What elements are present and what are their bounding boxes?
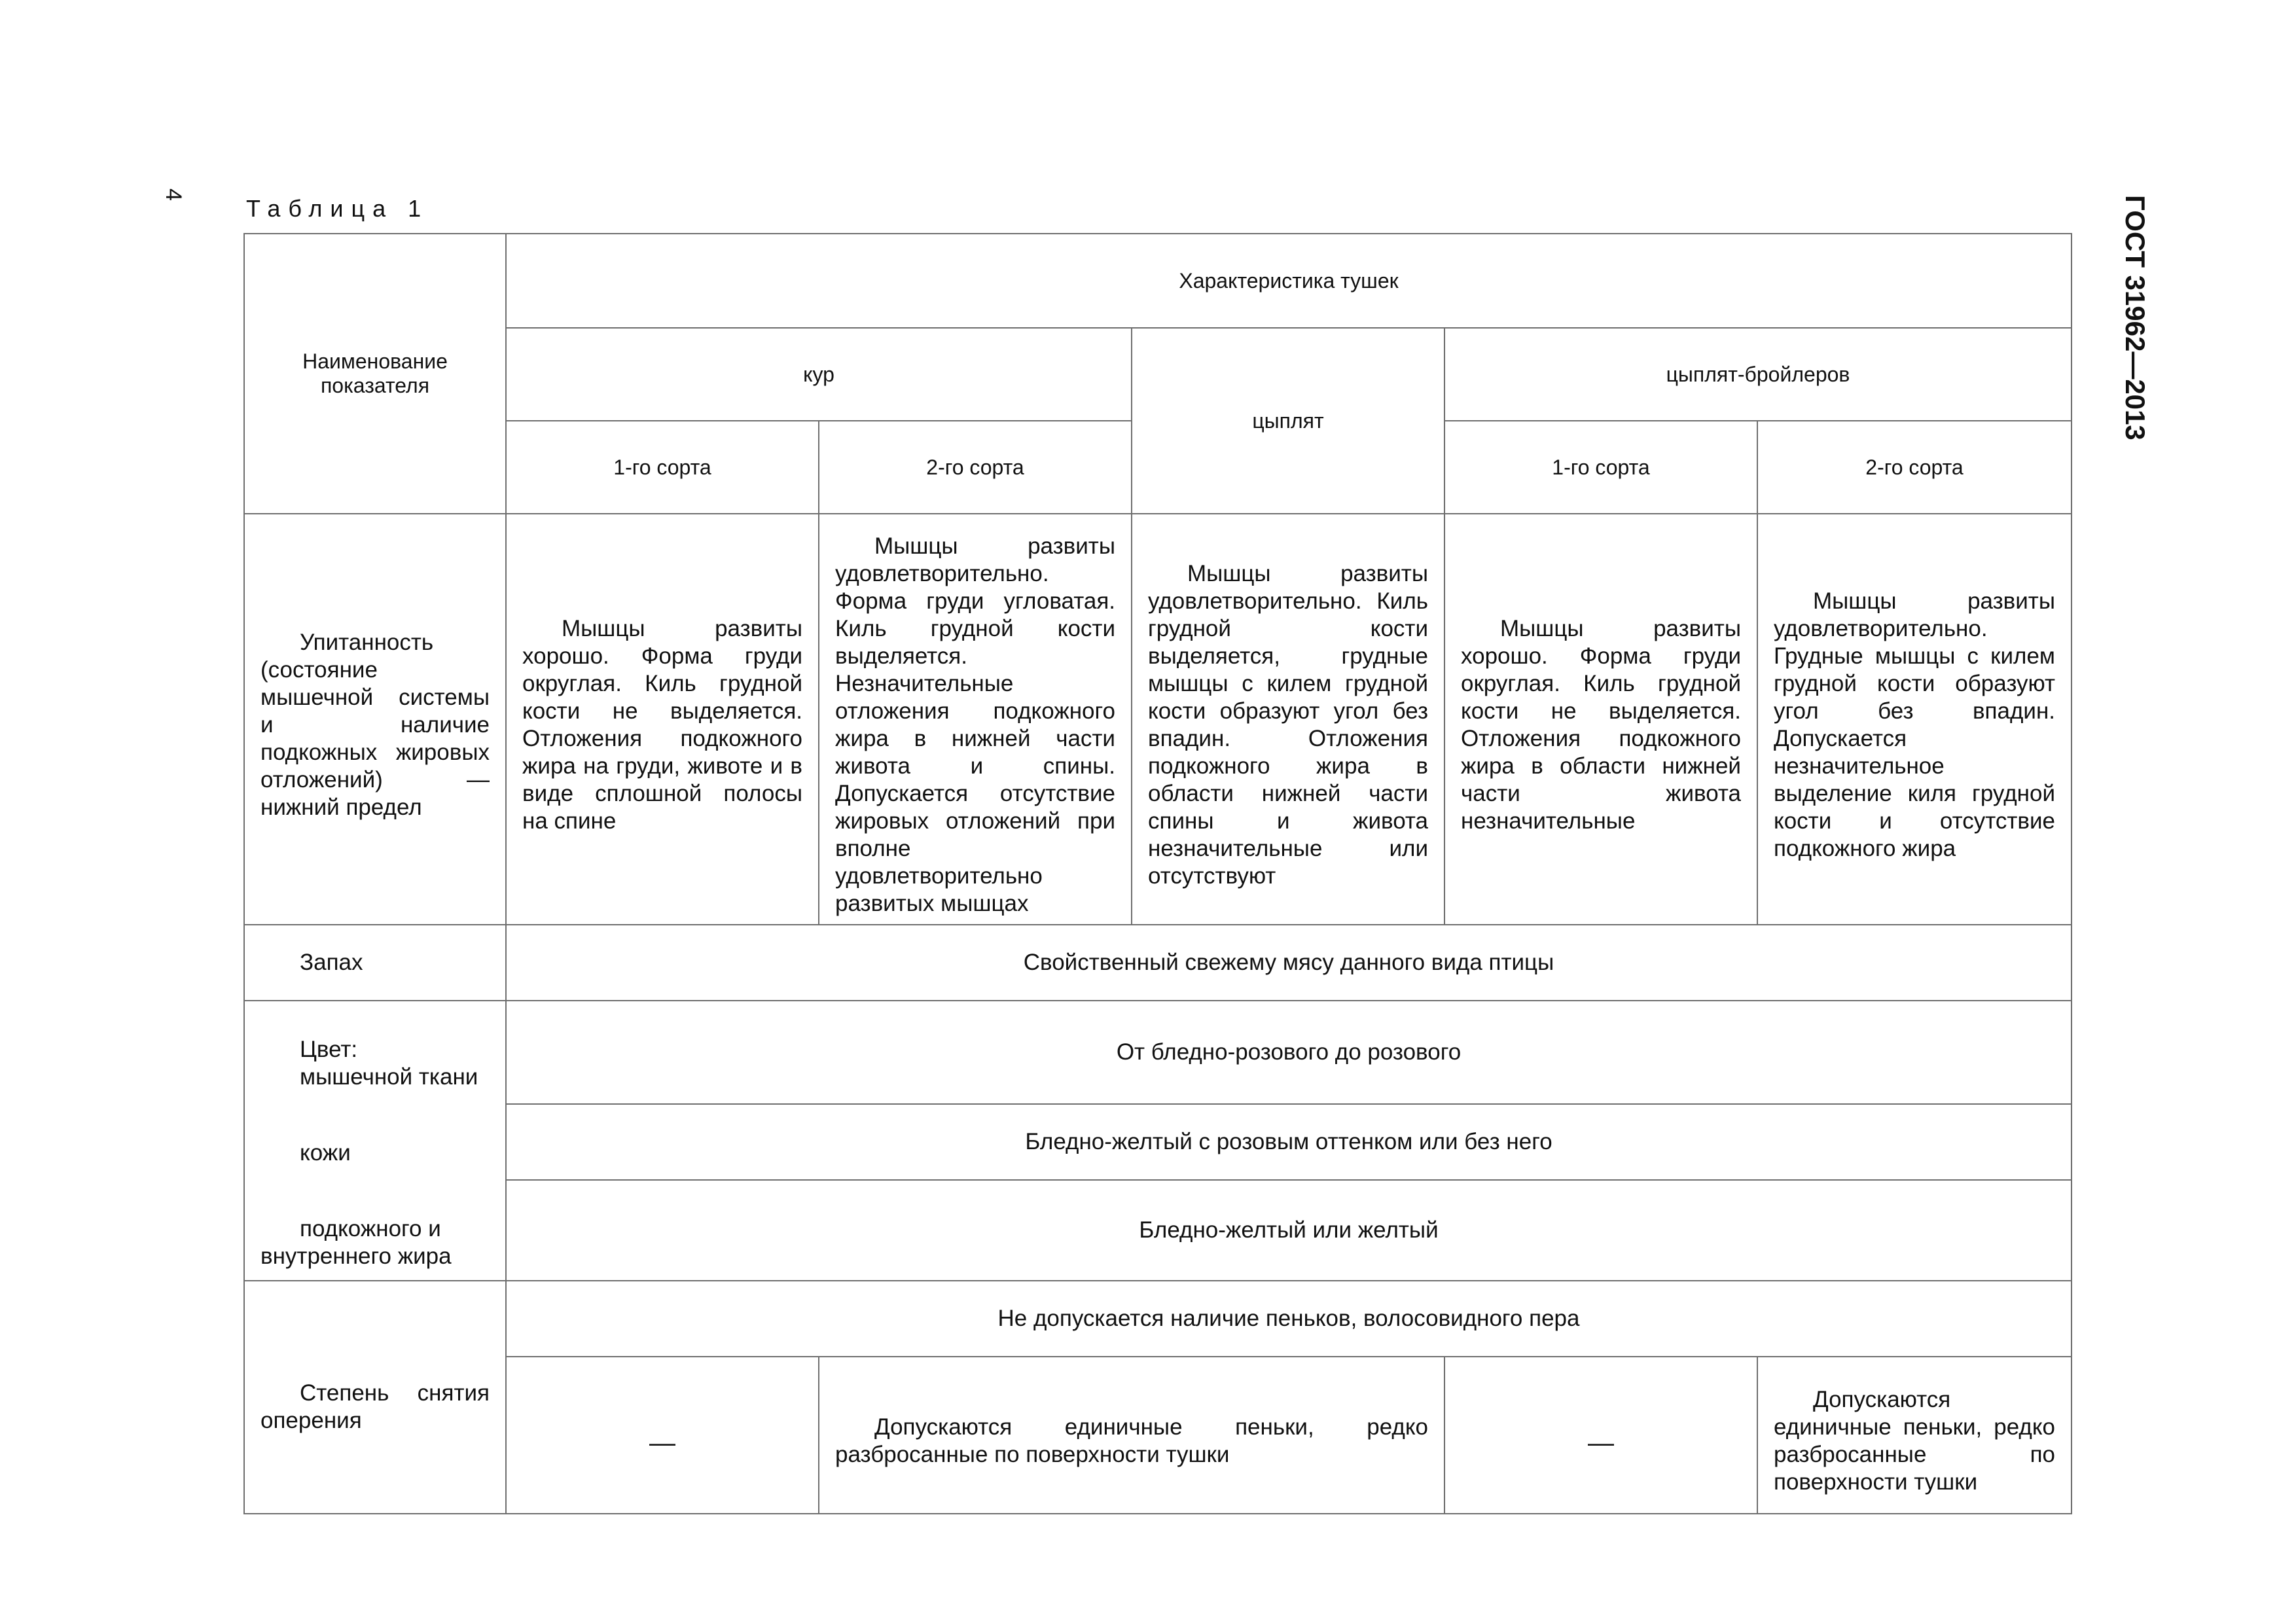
header-kur: кур: [506, 328, 1132, 421]
label-tsvet-fat: подкожного и внутреннего жира: [260, 1216, 452, 1269]
value-broiler-grade1: Мышцы развиты хорошо. Форма груди округлая. Киль грудной кости не выделяется. Отложения подкожного жира в области нижней части живота незначительные: [1444, 514, 1757, 925]
value-operenie-kur2-tsyplyat: Допускаются единичные пеньки, редко разбросанные по поверхности тушки: [819, 1357, 1444, 1514]
value-tsvet-muscle: От бледно-розового до розового: [506, 1001, 2072, 1104]
header-row-1: [244, 234, 2072, 328]
label-tsvet-muscle: мышечной ткани: [300, 1064, 478, 1090]
header-row-2: [244, 328, 2072, 421]
row-operenie-all: [244, 1281, 2072, 1357]
value-kur-grade1: Мышцы развиты хорошо. Форма груди округлая. Киль грудной кости не выделяется. Отложения подкожного жира на груди, животе и в виде сплошной полосы на спине: [506, 514, 819, 925]
row-tsvet-skin: [244, 1104, 2072, 1180]
value-zapah: Свойственный свежему мясу данного вида птицы: [506, 925, 2072, 1001]
value-tsvet-skin: Бледно-желтый с розовым оттенком или без него: [506, 1104, 2072, 1180]
label-upitannost: Упитанность (состояние мышечной системы и наличие подкожных жировых отложений) — нижний предел: [244, 514, 506, 925]
standard-title: ГОСТ 31962—2013: [2120, 195, 2151, 440]
row-tsvet-fat: [244, 1180, 2072, 1281]
value-operenie-kur1: —: [506, 1357, 819, 1514]
value-tsyplyat: Мышцы развиты удовлетворительно. Киль грудной кости выделяется, грудные мышцы с килем грудной кости образуют угол без впадин. Отложения подкожного жира в области нижней части спины и живота незначительные или отсутствуют: [1132, 514, 1444, 925]
label-zapah: Запах: [244, 925, 506, 1001]
page-number: 4: [161, 188, 186, 201]
header-tsyplyat: цыплят: [1132, 328, 1444, 514]
label-tsvet-skin: кожи: [300, 1140, 351, 1166]
row-tsvet-muscle: [244, 1001, 2072, 1104]
label-tsvet-title: Цвет:: [300, 1037, 358, 1062]
header-broilers: цыплят-бройлеров: [1444, 328, 2072, 421]
header-broiler-grade1: 1-го сорта: [1444, 421, 1757, 514]
value-kur-grade2: Мышцы развиты удовлетворительно. Форма груди угловатая. Киль грудной кости выделяется. Незначительные отложения подкожного жира в нижней части живота и спины. Допускается отсутствие жировых отложений при вполне удовлетворительно развитых мышцах: [819, 514, 1132, 925]
label-operenie: Степень снятия оперения: [244, 1281, 506, 1514]
value-operenie-all: Не допускается наличие пеньков, волосовидного пера: [506, 1281, 2072, 1357]
header-kur-grade2: 2-го сорта: [819, 421, 1132, 514]
header-kur-grade1: 1-го сорта: [506, 421, 819, 514]
value-operenie-broiler2: Допускаются единичные пеньки, редко разбросанные по поверхности тушки: [1757, 1357, 2072, 1514]
header-characteristic: Характеристика тушек: [506, 234, 2072, 328]
header-broiler-grade2: 2-го сорта: [1757, 421, 2072, 514]
value-tsvet-fat: Бледно-желтый или желтый: [506, 1180, 2072, 1281]
value-broiler-grade2: Мышцы развиты удовлетворительно. Грудные мышцы с килем грудной кости образуют угол без впадин. Допускается незначительное выделение киля грудной кости и отсутствие подкожного жира: [1757, 514, 2072, 925]
row-upitannost: [244, 514, 2072, 925]
row-operenie-detail: [244, 1357, 2072, 1514]
header-indicator: Наименование показателя: [244, 234, 506, 514]
label-tsvet: [244, 1001, 506, 1281]
characteristics-table: [243, 233, 2072, 1514]
row-zapah: [244, 925, 2072, 1001]
value-operenie-broiler1: —: [1444, 1357, 1757, 1514]
table-caption: Таблица 1: [246, 195, 429, 222]
